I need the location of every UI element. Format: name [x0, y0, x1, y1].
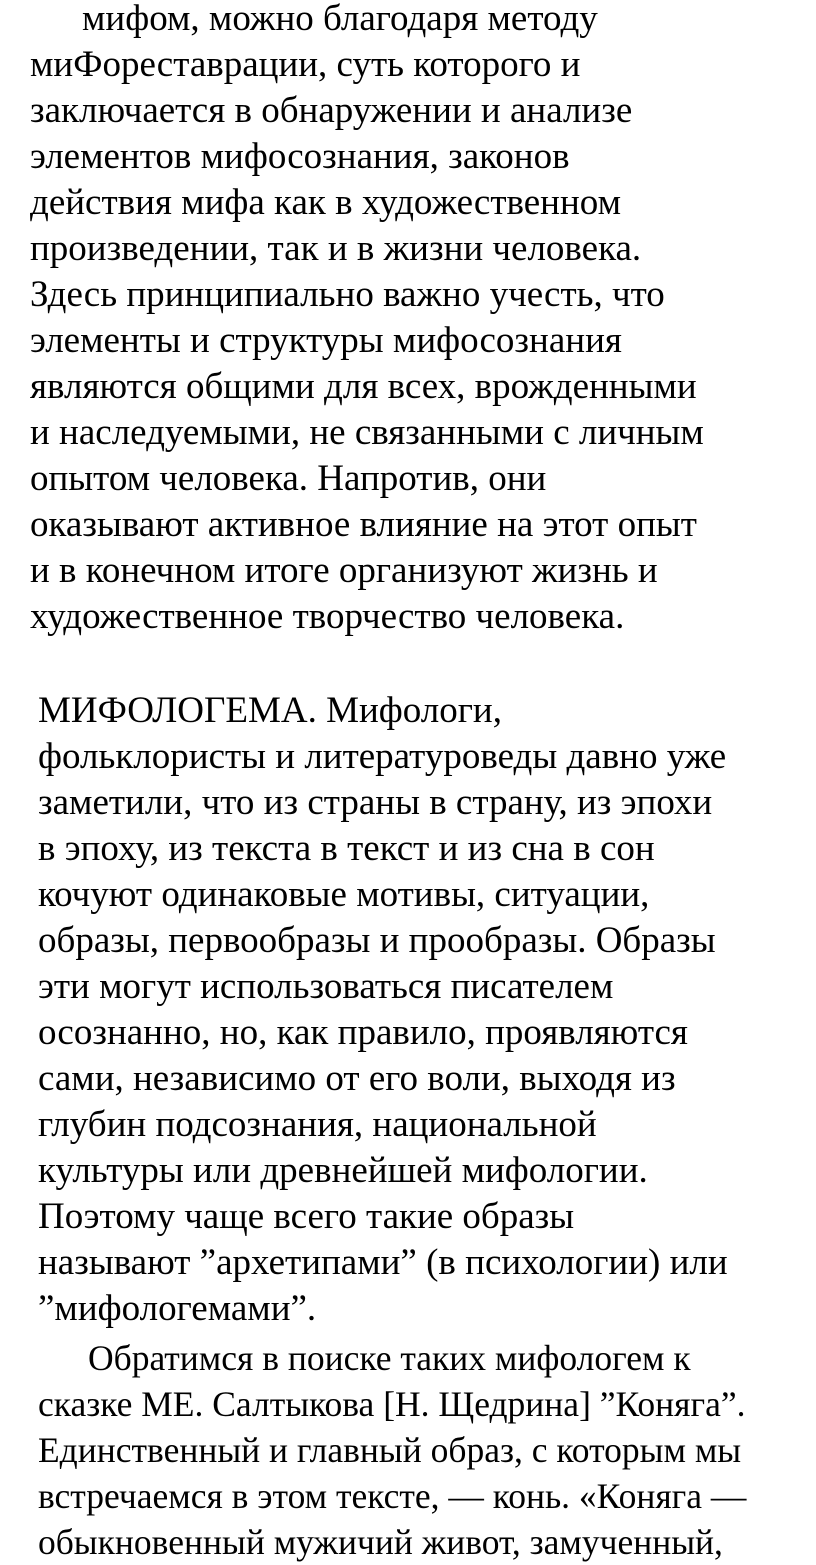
paragraph-mythologeme: [38, 688, 764, 1332]
paragraph-myth-restoration: [30, 0, 750, 640]
text-line: сказке МЕ. Салтыкова [Н. Щедрина] ”Коняга”.: [38, 1384, 746, 1424]
text-line: и в конечном итоге организуют жизнь и: [30, 550, 658, 591]
text-line: Единственный и главный образ, с которым мы: [38, 1430, 742, 1470]
text-line: оказывают активное влияние на этот опыт: [30, 504, 697, 545]
text-line: встречаемся в этом тексте, — конь. «Коняга —: [38, 1476, 747, 1516]
text-line: заключается в обнаружении и анализе: [30, 90, 633, 131]
text-line: Здесь принципиально важно учесть, что: [30, 274, 665, 315]
text-line: Поэтому чаще всего такие образы: [38, 1196, 575, 1237]
text-line: произведении, так и в жизни человека.: [30, 228, 642, 269]
text-line: обыкновенный мужичий живот, замученный,: [38, 1522, 723, 1562]
text-line: называют ”архетипами” (в психологии) или: [38, 1242, 728, 1283]
text-line: мифом, можно благодаря методу: [82, 0, 598, 39]
text-line: художественное творчество человека.: [30, 596, 625, 637]
text-line: элементов мифосознания, законов: [30, 136, 570, 177]
text-line: заметили, что из страны в страну, из эпохи: [38, 782, 713, 823]
text-line: в эпоху, из текста в текст и из сна в сон: [38, 828, 655, 869]
text-line: ”мифологемами”.: [38, 1288, 317, 1329]
text-line: опытом человека. Напротив, они: [30, 458, 547, 499]
text-line: фольклористы и литературоведы давно уже: [38, 736, 727, 777]
text-line: образы, первообразы и прообразы. Образы: [38, 920, 716, 961]
text-line: осознанно, но, как правило, проявляются: [38, 1012, 688, 1053]
text-line: сами, независимо от его воли, выходя из: [38, 1058, 676, 1099]
text-line: эти могут использоваться писателем: [38, 966, 614, 1007]
text-line: Обратимся в поиске таких мифологем к: [88, 1338, 691, 1378]
text-line: элементы и структуры мифосознания: [30, 320, 622, 361]
text-line: кочуют одинаковые мотивы, ситуации,: [38, 874, 650, 915]
text-line: и наследуемыми, не связанными с личным: [30, 412, 704, 453]
text-line: глубин подсознания, национальной: [38, 1104, 597, 1145]
section-heading-line: МИФОЛОГЕМА. Мифологи,: [38, 690, 502, 731]
paragraph-konyaga: [38, 1335, 764, 1565]
text-line: миФореставрации, суть которого и: [30, 44, 581, 85]
text-line: являются общими для всех, врожденными: [30, 366, 697, 407]
text-line: действия мифа как в художественном: [30, 182, 621, 223]
text-line: культуры или древнейшей мифологии.: [38, 1150, 648, 1191]
